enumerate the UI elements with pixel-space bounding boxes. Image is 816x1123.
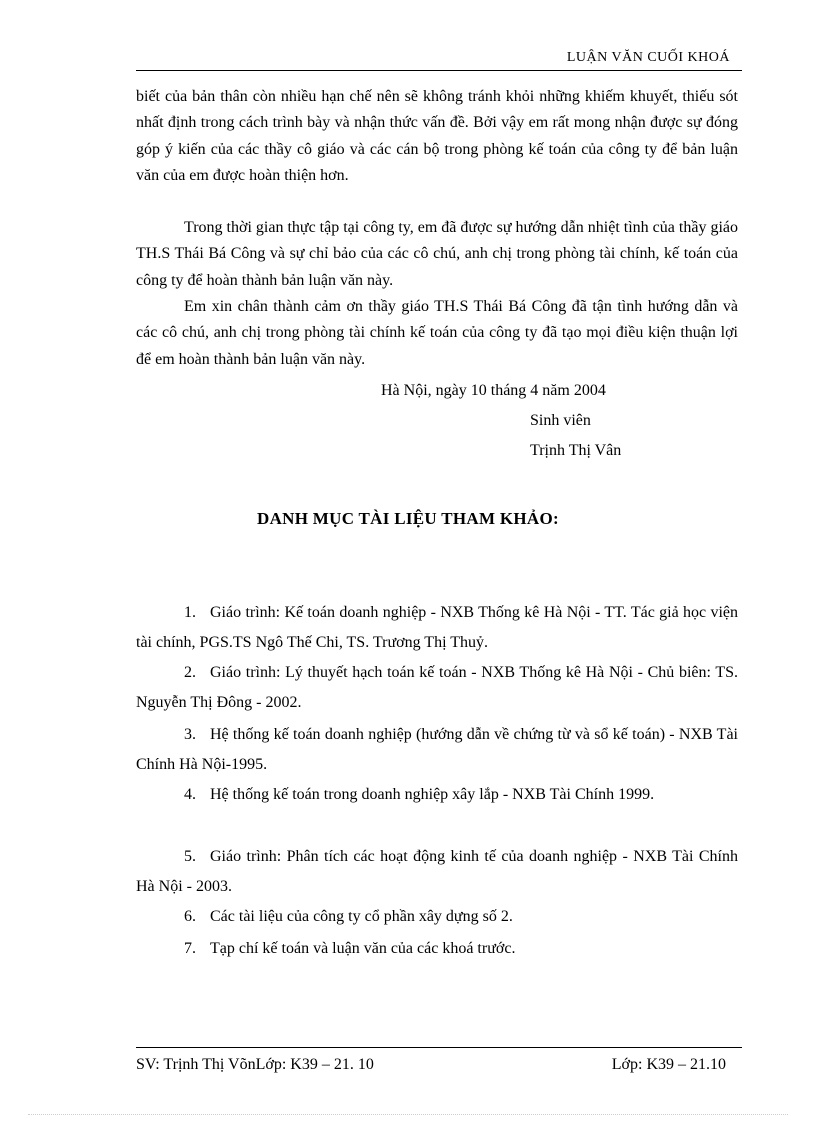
reference-text: Các tài liệu của công ty cổ phần xây dựng số 2.: [210, 908, 513, 925]
reference-text: Giáo trình: Phân tích các hoạt động kinh tế của doanh nghiệp - NXB Tài Chính Hà Nội - 2003.: [136, 848, 738, 895]
body-paragraph: Trong thời gian thực tập tại công ty, em đã được sự hướng dẫn nhiệt tình của thầy giáo TH.S Thái Bá Công và sự chỉ bảo của các cô chú, anh chị trong phòng tài chính, kế toán của công ty để hoàn thành bản luận văn này.: [136, 219, 738, 289]
reference-item: [136, 842, 738, 902]
references-title: DANH MỤC TÀI LIỆU THAM KHẢO:: [257, 509, 559, 528]
reference-number: 1.: [184, 604, 196, 621]
body-paragraph: Em xin chân thành cảm ơn thầy giáo TH.S Thái Bá Công đã tận tình hướng dẫn và các cô chú, anh chị trong phòng tài chính kế toán của công ty đã tạo mọi điều kiện thuận lợi để em hoàn thành bản luận văn này.: [136, 298, 738, 368]
reference-item: [136, 780, 738, 810]
footer-class-info: Lớp: K39 – 21.10: [611, 1056, 726, 1073]
signature-name: Trịnh Thị Vân: [530, 442, 622, 459]
reference-text: Tạp chí kế toán và luận văn của các khoá trước.: [210, 940, 516, 957]
reference-number: 4.: [184, 786, 196, 803]
reference-text: Giáo trình: Lý thuyết hạch toán kế toán - NXB Thống kê Hà Nội - Chủ biên: TS. Nguyễn Thị Đông - 2002.: [136, 664, 738, 711]
reference-number: 7.: [184, 940, 196, 957]
reference-number: 6.: [184, 908, 196, 925]
signature-date: Hà Nội, ngày 10 tháng 4 năm 2004: [381, 382, 606, 399]
reference-number: 3.: [184, 726, 196, 743]
reference-text: Hệ thống kế toán doanh nghiệp (hướng dẫn về chứng từ và sổ kế toán) - NXB Tài Chính Hà Nội-1995.: [136, 726, 738, 773]
reference-number: 2.: [184, 664, 196, 681]
reference-item: [136, 658, 738, 718]
body-paragraph: biết của bản thân còn nhiều hạn chế nên sẽ không tránh khỏi những khiếm khuyết, thiếu sót nhất định trong cách trình bày và nhận thức vấn đề. Bởi vậy em rất mong nhận được sự đóng góp ý kiến của các thầy cô giáo và các cán bộ trong phòng kế toán của công ty để bản luận văn của em được hoàn thiện hơn.: [136, 88, 738, 184]
footer-divider: [136, 1047, 742, 1048]
signature-role: Sinh viên: [530, 412, 591, 429]
reference-item: [184, 902, 744, 932]
header-divider: [136, 70, 742, 71]
page-edge-divider: [28, 1114, 788, 1115]
reference-item: [136, 720, 738, 780]
reference-item: [184, 934, 744, 964]
header-title: LUẬN VĂN CUỐI KHOÁ: [566, 50, 730, 65]
reference-number: 5.: [184, 848, 196, 865]
footer-student-info: SV: Trịnh Thị VõnLớp: K39 – 21. 10: [136, 1056, 374, 1073]
reference-text: Giáo trình: Kế toán doanh nghiệp - NXB Thống kê Hà Nội - TT. Tác giả học viện tài chính, PGS.TS Ngô Thế Chi, TS. Trương Thị Thuỷ.: [136, 604, 738, 651]
reference-item: [136, 598, 738, 658]
reference-text: Hệ thống kế toán trong doanh nghiệp xây lắp - NXB Tài Chính 1999.: [210, 786, 655, 803]
